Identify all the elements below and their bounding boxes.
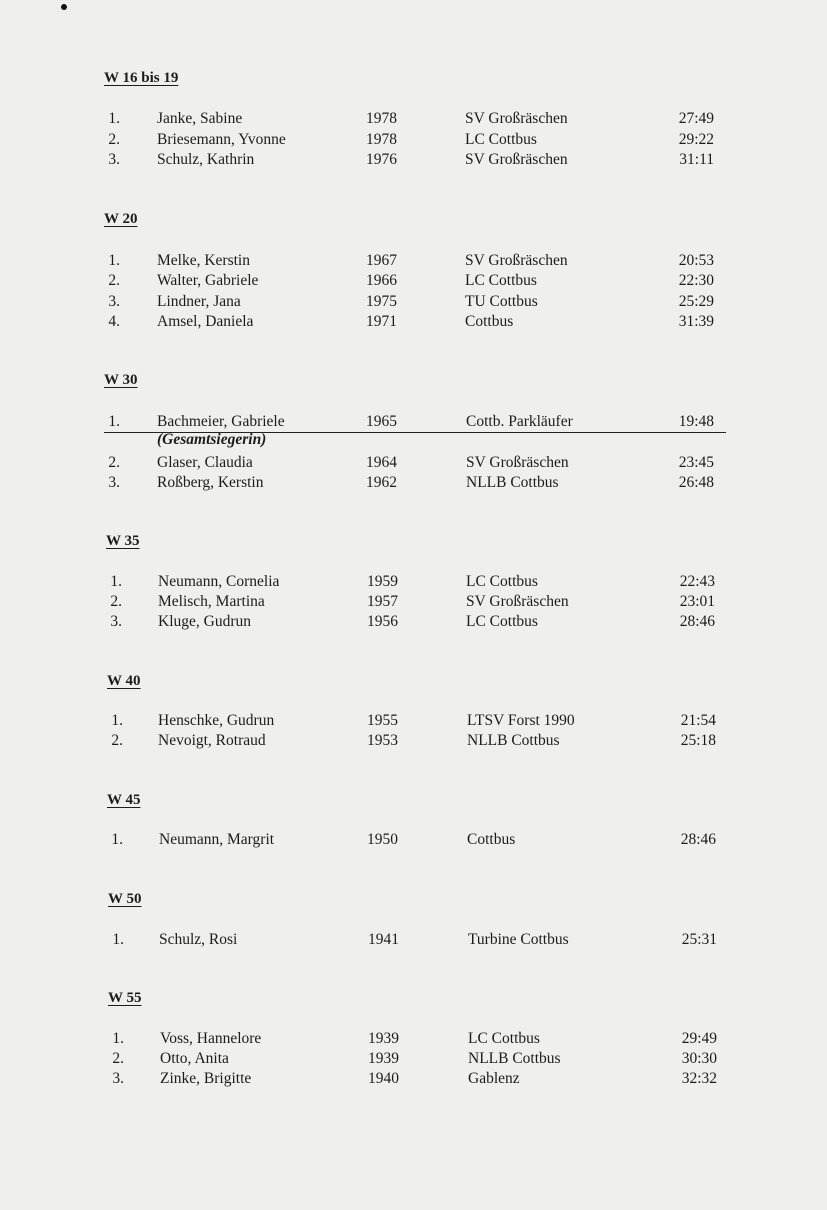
name-cell: Neumann, Margrit xyxy=(159,831,275,848)
result-row xyxy=(0,453,827,473)
year-cell: 1950 xyxy=(367,831,398,848)
name-cell: Lindner, Jana xyxy=(157,292,241,310)
name-cell: Walter, Gabriele xyxy=(157,272,259,290)
result-row xyxy=(0,592,827,612)
club-cell: NLLB Cottbus xyxy=(466,473,559,491)
overall-winner-note: (Gesamtsiegerin) xyxy=(157,431,267,449)
year-cell: 1956 xyxy=(367,613,398,630)
club-cell: Cottbus xyxy=(465,312,514,330)
club-cell: Turbine Cottbus xyxy=(468,931,569,948)
name-cell: Glaser, Claudia xyxy=(157,453,253,471)
name-cell: Otto, Anita xyxy=(160,1050,229,1067)
result-row xyxy=(0,271,827,291)
club-cell: SV Großräschen xyxy=(466,593,569,610)
time-cell: 22:30 xyxy=(678,272,714,290)
section-heading: W 35 xyxy=(106,533,140,549)
rank-cell: 1. xyxy=(108,252,120,269)
section-heading: W 55 xyxy=(108,990,142,1006)
rank-cell: 1. xyxy=(112,1030,124,1047)
name-cell: Melisch, Martina xyxy=(158,593,265,610)
name-cell: Bachmeier, Gabriele xyxy=(157,413,285,430)
club-cell: LC Cottbus xyxy=(466,613,538,630)
time-cell: 22:43 xyxy=(679,573,715,590)
club-cell: SV Großräschen xyxy=(465,151,568,168)
year-cell: 1940 xyxy=(368,1070,399,1087)
name-cell: Melke, Kerstin xyxy=(157,252,250,269)
result-row xyxy=(0,930,827,950)
result-row xyxy=(0,130,827,150)
rank-cell: 1. xyxy=(112,931,124,948)
section-heading: W 45 xyxy=(107,792,141,808)
time-cell: 20:53 xyxy=(678,252,714,269)
time-cell: 25:29 xyxy=(678,292,714,310)
year-cell: 1962 xyxy=(366,473,397,491)
year-cell: 1941 xyxy=(368,931,399,948)
result-row xyxy=(0,150,827,170)
club-cell: LC Cottbus xyxy=(465,272,537,290)
name-cell: Zinke, Brigitte xyxy=(160,1070,252,1087)
result-row xyxy=(0,572,827,592)
time-cell: 26:48 xyxy=(678,473,714,491)
result-row xyxy=(0,109,827,129)
name-cell: Roßberg, Kerstin xyxy=(157,473,264,491)
name-cell: Amsel, Daniela xyxy=(157,312,254,330)
club-cell: SV Großräschen xyxy=(466,453,569,471)
year-cell: 1976 xyxy=(366,151,397,168)
year-cell: 1978 xyxy=(366,110,397,127)
rank-cell: 3. xyxy=(110,613,122,630)
time-cell: 28:46 xyxy=(680,831,716,848)
rank-cell: 1. xyxy=(108,110,120,127)
name-cell: Voss, Hannelore xyxy=(160,1030,262,1047)
rank-cell: 2. xyxy=(108,130,120,148)
result-row xyxy=(0,312,827,332)
club-cell: Gablenz xyxy=(468,1070,520,1087)
club-cell: NLLB Cottbus xyxy=(468,1050,561,1067)
section-heading: W 16 bis 19 xyxy=(104,70,179,86)
time-cell: 19:48 xyxy=(678,413,714,430)
club-cell: SV Großräschen xyxy=(465,252,568,269)
result-row xyxy=(0,731,827,751)
year-cell: 1959 xyxy=(367,573,398,590)
rank-cell: 3. xyxy=(108,473,120,491)
club-cell: LC Cottbus xyxy=(465,130,537,148)
year-cell: 1939 xyxy=(368,1050,399,1067)
name-cell: Nevoigt, Rotraud xyxy=(158,732,266,749)
rank-cell: 1. xyxy=(108,413,120,430)
rank-cell: 3. xyxy=(108,292,120,310)
time-cell: 30:30 xyxy=(681,1050,717,1067)
club-cell: LTSV Forst 1990 xyxy=(467,712,575,729)
time-cell: 31:11 xyxy=(679,151,714,168)
year-cell: 1964 xyxy=(366,453,397,471)
time-cell: 25:18 xyxy=(680,732,716,749)
year-cell: 1967 xyxy=(366,252,397,269)
club-cell: Cottbus xyxy=(467,831,516,848)
time-cell: 28:46 xyxy=(679,613,715,630)
rank-cell: 1. xyxy=(111,712,123,729)
club-cell: TU Cottbus xyxy=(465,292,538,310)
name-cell: Kluge, Gudrun xyxy=(158,613,251,630)
section-heading: W 40 xyxy=(107,673,141,689)
name-cell: Neumann, Cornelia xyxy=(158,573,280,590)
year-cell: 1966 xyxy=(366,272,397,290)
year-cell: 1939 xyxy=(368,1030,399,1047)
section-heading: W 20 xyxy=(104,211,138,227)
year-cell: 1975 xyxy=(366,292,397,310)
result-row xyxy=(0,292,827,312)
year-cell: 1957 xyxy=(367,593,398,610)
name-cell: Janke, Sabine xyxy=(157,110,243,127)
time-cell: 32:32 xyxy=(681,1070,717,1087)
time-cell: 31:39 xyxy=(678,312,714,330)
name-cell: Schulz, Rosi xyxy=(159,931,238,948)
rank-cell: 2. xyxy=(111,732,123,749)
result-row xyxy=(0,1069,827,1089)
result-row xyxy=(0,1049,827,1069)
rank-cell: 2. xyxy=(112,1050,124,1067)
time-cell: 23:45 xyxy=(678,453,714,471)
rank-cell: 2. xyxy=(110,593,122,610)
time-cell: 27:49 xyxy=(678,110,714,127)
time-cell: 29:22 xyxy=(678,130,714,148)
year-cell: 1955 xyxy=(367,712,398,729)
club-cell: LC Cottbus xyxy=(466,573,538,590)
name-cell: Schulz, Kathrin xyxy=(157,151,255,168)
club-cell: NLLB Cottbus xyxy=(467,732,560,749)
rank-cell: 2. xyxy=(108,272,120,290)
club-cell: Cottb. Parkläufer xyxy=(466,413,573,430)
name-cell: Henschke, Gudrun xyxy=(158,712,275,729)
year-cell: 1971 xyxy=(366,312,397,330)
result-row xyxy=(0,830,827,850)
rank-cell: 3. xyxy=(108,151,120,168)
club-cell: SV Großräschen xyxy=(465,110,568,127)
year-cell: 1953 xyxy=(367,732,398,749)
section-heading: W 50 xyxy=(108,891,142,907)
page-mark xyxy=(61,4,67,10)
time-cell: 21:54 xyxy=(680,712,716,729)
rank-cell: 1. xyxy=(111,831,123,848)
name-cell: Briesemann, Yvonne xyxy=(157,130,286,148)
time-cell: 23:01 xyxy=(679,593,715,610)
rank-cell: 3. xyxy=(112,1070,124,1087)
rank-cell: 4. xyxy=(108,312,120,330)
year-cell: 1965 xyxy=(366,413,397,430)
year-cell: 1978 xyxy=(366,130,397,148)
result-row xyxy=(0,711,827,731)
result-row xyxy=(0,1029,827,1049)
section-heading: W 30 xyxy=(104,372,138,388)
rank-cell: 2. xyxy=(108,453,120,471)
result-row xyxy=(0,473,827,493)
result-row xyxy=(0,412,827,432)
club-cell: LC Cottbus xyxy=(468,1030,540,1047)
result-row xyxy=(0,251,827,271)
result-row xyxy=(0,612,827,632)
time-cell: 25:31 xyxy=(681,931,717,948)
time-cell: 29:49 xyxy=(681,1030,717,1047)
rank-cell: 1. xyxy=(110,573,122,590)
